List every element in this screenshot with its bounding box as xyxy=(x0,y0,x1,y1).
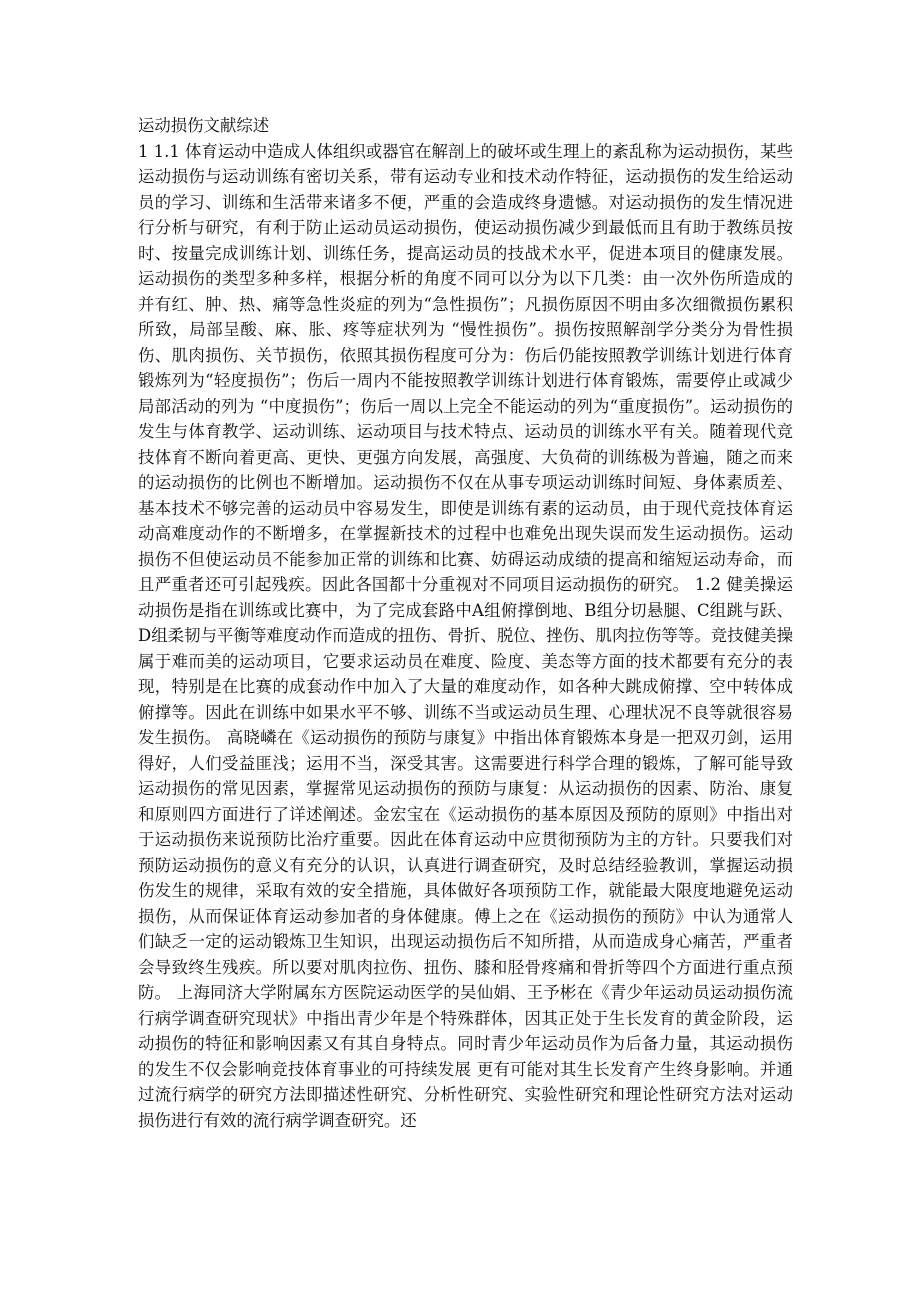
document-body: 1 1.1 体育运动中造成人体组织或器官在解剖上的破坏或生理上的紊乱称为运动损伤，某些运动损伤与运动训练有密切关系，带有运动专业和技术动作特征，运动损伤的发生给运动员的学习、训练和生活带来诸多不便，严重的会造成终身遗憾。对运动损伤的发生情况进行分析与研究，有利于防止运动员运动损伤，使运动损伤减少到最低而且有助于教练员按时、按量完成训练计划、训练任务，提高运动员的技战术水平，促进本项目的健康发展。运动损伤的类型多种多样，根据分析的角度不同可以分为以下几类：由一次外伤所造成的并有红、肿、热、痛等急性炎症的列为“急性损伤”；凡损伤原因不明由多次细微损伤累积所致，局部呈酸、麻、胀、疼等症状列为 “慢性损伤”。损伤按照解剖学分类分为骨性损伤、肌肉损伤、关节损伤，依照其损伤程度可分为：伤后仍能按照教学训练计划进行体育锻炼列为“轻度损伤”；伤后一周内不能按照教学训练计划进行体育锻炼，需要停止或减少局部活动的列为 “中度损伤”；伤后一周以上完全不能运动的列为“重度损伤”。运动损伤的发生与体育教学、运动训练、运动项目与技术特点、运动员的训练水平有关。随着现代竞技体育不断向着更高、更快、更强方向发展，高强度、大负荷的训练极为普遍，随之而来的运动损伤的比例也不断增加。运动损伤不仅在从事专项运动训练时间短、身体素质差、基本技术不够完善的运动员中容易发生，即使是训练有素的运动员，由于现代竞技体育运动高难度动作的不断增多，在掌握新技术的过程中也难免出现失误而发生运动损伤。运动损伤不但使运动员不能参加正常的训练和比赛、妨碍运动成绩的提高和缩短运动寿命，而且严重者还可引起残疾。因此各国都十分重视对不同项目运动损伤的研究。 1.2 健美操运动损伤是指在训练或比赛中，为了完成套路中A组俯撑倒地、B组分切悬腿、C组跳与跃、D组柔韧与平衡等难度动作而造成的扭伤、骨折、脱位、挫伤、肌肉拉伤等等。竞技健美操属于难而美的运动项目，它要求运动员在难度、险度、美态等方面的技术都要有充分的表现，特别是在比赛的成套动作中加入了大量的难度动作，如各种大跳成俯撑、空中转体成俯撑等。因此在训练中如果水平不够、训练不当或运动员生理、心理状况不良等就很容易发生损伤。 高晓嶙在《运动损伤的预防与康复》中指出体育锻炼本身是一把双刃剑，运用得好，人们受益匪浅；运用不当，深受其害。这需要进行科学合理的锻炼，了解可能导致运动损伤的常见因素，掌握常见运动损伤的预防与康复：从运动损伤的因素、防治、康复和原则四方面进行了详述阐述。金宏宝在《运动损伤的基本原因及预防的原则》中指出对于运动损伤来说预防比治疗重要。因此在体育运动中应贯彻预防为主的方针。只要我们对预防运动损伤的意义有充分的认识，认真进行调查研究，及时总结经验教训，掌握运动损伤发生的规律，采取有效的安全措施，具体做好各项预防工作，就能最大限度地避免运动损伤，从而保证体育运动参加者的身体健康。傅上之在《运动损伤的预防》中认为通常人们缺乏一定的运动锻炼卫生知识，出现运动损伤后不知所措，从而造成身心痛苦，严重者会导致终生残疾。所以要对肌肉拉伤、扭伤、膝和胫骨疼痛和骨折等四个方面进行重点预防。 上海同济大学附属东方医院运动医学的吴仙娟、王予彬在《青少年运动员运动损伤流行病学调查研究现状》中指出青少年是个特殊群体，因其正处于生长发育的黄金阶段，运动损伤的特征和影响因素又有其自身特点。同时青少年运动员作为后备力量，其运动损伤的发生不仅会影响竞技体育事业的可持续发展 更有可能对其生长发育产生终身影响。并通过流行病学的研究方法即描述性研究、分析性研究、实验性研究和理论性研究方法对运动损伤进行有效的流行病学调查研究。还 xyxy=(138,141,793,1130)
document-page xyxy=(138,113,793,1133)
document-title: 运动损伤文献综述 xyxy=(138,116,270,135)
